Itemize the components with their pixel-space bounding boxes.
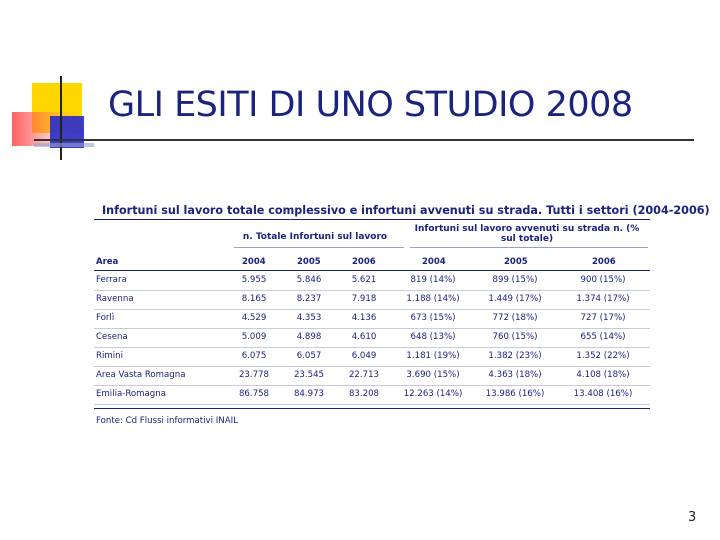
table-cell-t2004: 4.529 [241, 313, 267, 323]
table-cell-t2005: 4.898 [296, 332, 322, 342]
table-cell-area: Ravenna [96, 294, 134, 304]
table-cell-s2004: 673 (15%) [410, 313, 456, 323]
table-cell-t2004: 5.009 [241, 332, 267, 342]
table-cell-s2004: 1.188 (14%) [406, 294, 460, 304]
table-cell-s2005: 1.382 (23%) [488, 351, 542, 361]
header-total-2005: 2005 [297, 257, 321, 267]
header-rule [94, 270, 650, 271]
table-row [92, 272, 652, 291]
table-cell-t2004: 6.075 [241, 351, 267, 361]
header-road-2004: 2004 [422, 257, 446, 267]
table-cell-area: Emilia-Romagna [96, 389, 166, 399]
table-cell-t2005: 23.545 [293, 370, 325, 380]
table-cell-t2005: 8.237 [296, 294, 322, 304]
table-top-rule [94, 219, 650, 220]
table-cell-t2005: 5.846 [296, 275, 322, 285]
title-underline [34, 139, 694, 141]
table-cell-s2006: 13.408 (16%) [573, 389, 633, 399]
table-cell-t2005: 4.353 [296, 313, 322, 323]
table-row [92, 367, 652, 386]
header-area: Area [96, 257, 119, 267]
table-cell-t2006: 7.918 [351, 294, 377, 304]
table-cell-area: Ferrara [96, 275, 127, 285]
table-cell-t2006: 4.610 [351, 332, 377, 342]
table-cell-s2005: 760 (15%) [492, 332, 538, 342]
table-cell-s2004: 819 (14%) [410, 275, 456, 285]
table-cell-area: Forlì [96, 313, 115, 323]
table-cell-s2004: 3.690 (15%) [406, 370, 460, 380]
table-cell-t2006: 22.713 [348, 370, 380, 380]
table-cell-s2005: 13.986 (16%) [485, 389, 545, 399]
table-cell-t2006: 6.049 [351, 351, 377, 361]
table-row [92, 329, 652, 348]
table-cell-s2005: 1.449 (17%) [488, 294, 542, 304]
slide-title: GLI ESITI DI UNO STUDIO 2008 [108, 85, 633, 125]
table-cell-area: Cesena [96, 332, 128, 342]
table-cell-s2004: 1.181 (19%) [406, 351, 460, 361]
group-rule-total [234, 247, 404, 248]
header-road-2005: 2005 [504, 257, 528, 267]
table-cell-area: Area Vasta Romagna [96, 370, 186, 380]
table-cell-s2006: 655 (14%) [580, 332, 626, 342]
table-cell-t2004: 5.955 [241, 275, 267, 285]
table-cell-s2005: 772 (18%) [492, 313, 538, 323]
table-row [92, 291, 652, 310]
page-number: 3 [688, 510, 697, 525]
table-cell-s2004: 648 (13%) [410, 332, 456, 342]
table-cell-s2006: 1.374 (17%) [576, 294, 630, 304]
table-cell-s2006: 4.108 (18%) [576, 370, 630, 380]
table-cell-t2005: 84.973 [293, 389, 325, 399]
header-total-2006: 2006 [352, 257, 376, 267]
table-title: Infortuni sul lavoro totale complessivo e infortuni avvenuti su strada. Tutti i settori (2004-2006) [102, 204, 710, 217]
table-bottom-rule [94, 408, 650, 409]
header-total-2004: 2004 [242, 257, 266, 267]
table-cell-t2005: 6.057 [296, 351, 322, 361]
table-cell-s2004: 12.263 (14%) [403, 389, 463, 399]
logo-vertical-line [60, 76, 62, 160]
title-underline-shadow [34, 143, 94, 147]
row-separator [94, 404, 650, 405]
group-header-total: n. Totale Infortuni sul lavoro [242, 232, 388, 242]
table-cell-s2006: 1.352 (22%) [576, 351, 630, 361]
table-cell-s2005: 899 (15%) [492, 275, 538, 285]
table-cell-area: Rimini [96, 351, 123, 361]
table-cell-s2006: 900 (15%) [580, 275, 626, 285]
group-rule-road [410, 247, 648, 248]
table-cell-t2004: 8.165 [241, 294, 267, 304]
header-road-2006: 2006 [592, 257, 616, 267]
table-cell-t2006: 83.208 [348, 389, 380, 399]
table-row [92, 386, 652, 405]
table-cell-s2006: 727 (17%) [580, 313, 626, 323]
table-cell-t2006: 4.136 [351, 313, 377, 323]
table-cell-t2004: 86.758 [238, 389, 270, 399]
table-source: Fonte: Cd Flussi informativi INAIL [96, 416, 238, 426]
table-cell-t2006: 5.621 [351, 275, 377, 285]
table-row [92, 310, 652, 329]
group-header-road: Infortuni sul lavoro avvenuti su strada n. (% sul totale) [414, 224, 640, 244]
table-row [92, 348, 652, 367]
table-cell-t2004: 23.778 [238, 370, 270, 380]
data-table [92, 204, 710, 430]
table-cell-s2005: 4.363 (18%) [488, 370, 542, 380]
